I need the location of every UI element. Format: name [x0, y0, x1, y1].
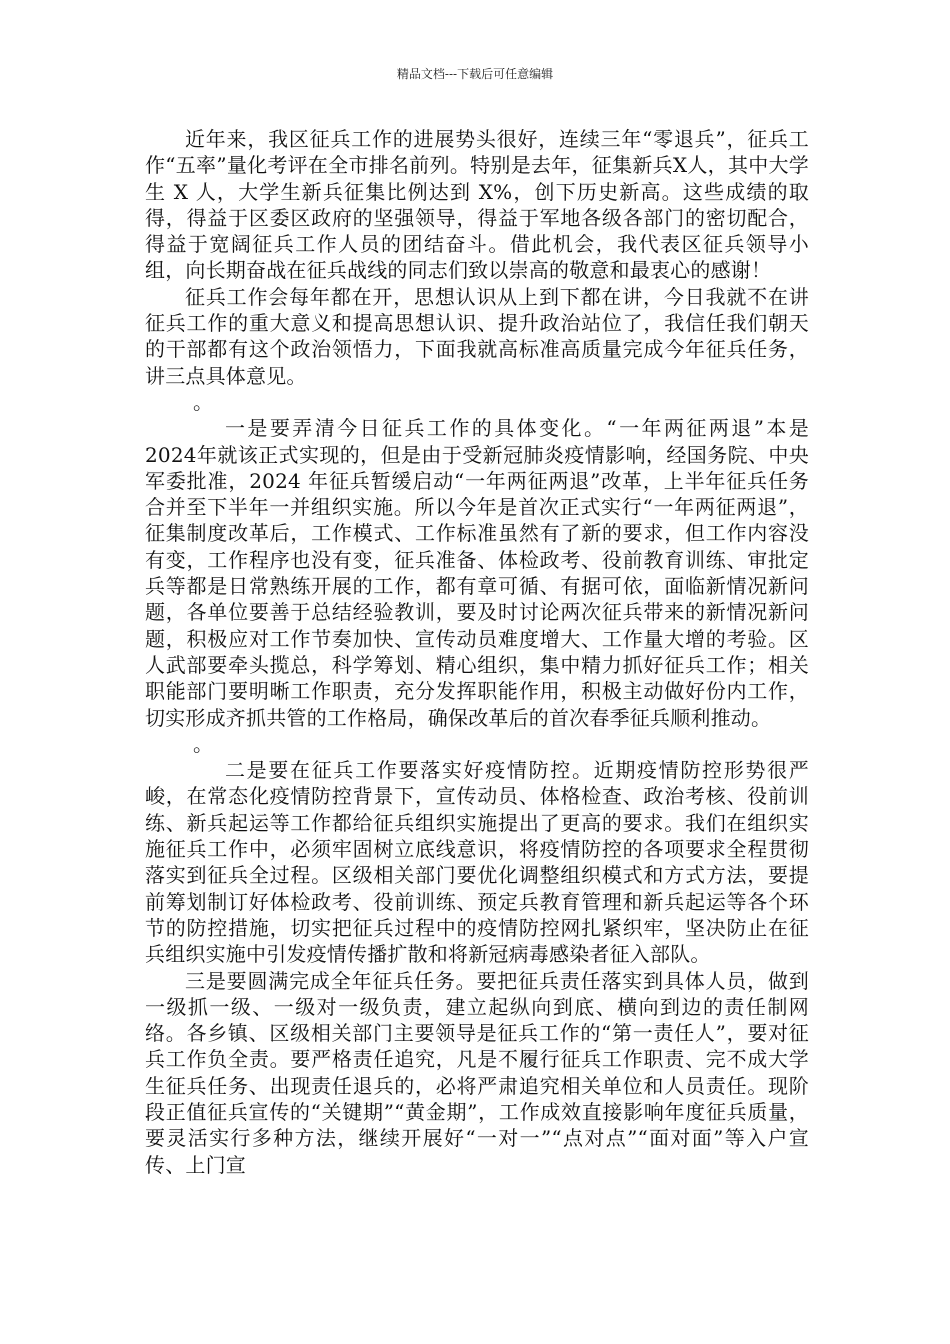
- paragraph-achievements: 近年来，我区征兵工作的进展势头很好，连续三年“零退兵”，征兵工作“五率”量化考评在全市排名前列。特别是去年，征集新兵X人，其中大学生 X 人，大学生新兵征集比例达到 X%，创下历史新高。这些成绩的取得，得益于区委区政府的坚强领导，得益于军地各级各部门的密切配合，得益于宽阔征兵工作人员的团结奋斗。借此机会，我代表区征兵领导小组，向长期奋战在征兵战线的同志们致以崇高的敬意和最衷心的感谢！: [145, 127, 809, 283]
- document-body: [145, 126, 809, 1178]
- paragraph-point-two: 二是要在征兵工作要落实好疫情防控。近期疫情防控形势很严峻，在常态化疫情防控背景下，宣传动员、体格检查、政治考核、役前训练、新兵起运等工作都给征兵组织实施提出了更高的要求。我们在组织实施征兵工作中，必须牢固树立底线意识，将疫情防控的各项要求全程贯彻落实到征兵全过程。区级相关部门要优化调整组织模式和方式方法，要提前筹划制订好体检政考、役前训练、预定兵教育管理和新兵起运等各个环节的防控措施，切实把征兵过程中的疫情防控网扎紧织牢，坚决防止在征兵组织实施中引发疫情传播扩散和将新冠病毒感染者征入部队。: [145, 758, 809, 967]
- paragraph-intro: 征兵工作会每年都在开，思想认识从上到下都在讲，今日我就不在讲征兵工作的重大意义和提高思想认识、提升政治站位了，我信任我们朝天的干部都有这个政治领悟力，下面我就高标准高质量完成今年征兵任务，讲三点具体意见。: [145, 284, 809, 388]
- separator-mark: 。: [193, 731, 214, 756]
- paragraph-point-three: 三是要圆满完成全年征兵任务。要把征兵责任落实到具体人员，做到一级抓一级、一级对一级负责，建立起纵向到底、横向到边的责任制网络。各乡镇、区级相关部门主要领导是征兵工作的“第一责任人”，要对征兵工作负全责。要严格责任追究，凡是不履行征兵工作职责、完不成大学生征兵任务、出现责任退兵的，必将严肃追究相关单位和人员责任。现阶段正值征兵宣传的“关键期”“黄金期”，工作成效直接影响年度征兵质量，要灵活实行多种方法，继续开展好“一对一”“点对点”“面对面”等入户宣传、上门宣: [145, 968, 809, 1177]
- page-header: 精品文档---下载后可任意编辑: [396, 67, 554, 81]
- paragraph-point-one: 一是要弄清今日征兵工作的具体变化。“一年两征两退”本是 2024年就该正式实现的，但是由于受新冠肺炎疫情影响，经国务院、中央军委批准，2024 年征兵暂缓启动“一年两征两退”改革，上半年征兵任务合并至下半年一并组织实施。所以今年是首次正式实行“一年两征两退”，征集制度改革后，工作模式、工作标准虽然有了新的要求，但工作内容没有变，工作程序也没有变，征兵准备、体检政考、役前教育训练、审批定兵等都是日常熟练开展的工作，都有章可循、有据可依，面临新情况新问题，各单位要善于总结经验教训，要及时讨论两次征兵带来的新情况新问题，积极应对工作节奏加快、宣传动员难度增大、工作量大增的考验。区人武部要牵头揽总，科学筹划、精心组织，集中精力抓好征兵工作；相关职能部门要明晰工作职责，充分发挥职能作用，积极主动做好份内工作，切实形成齐抓共管的工作格局，确保改革后的首次春季征兵顺利推动。: [145, 416, 809, 730]
- separator-mark: 。: [193, 389, 214, 414]
